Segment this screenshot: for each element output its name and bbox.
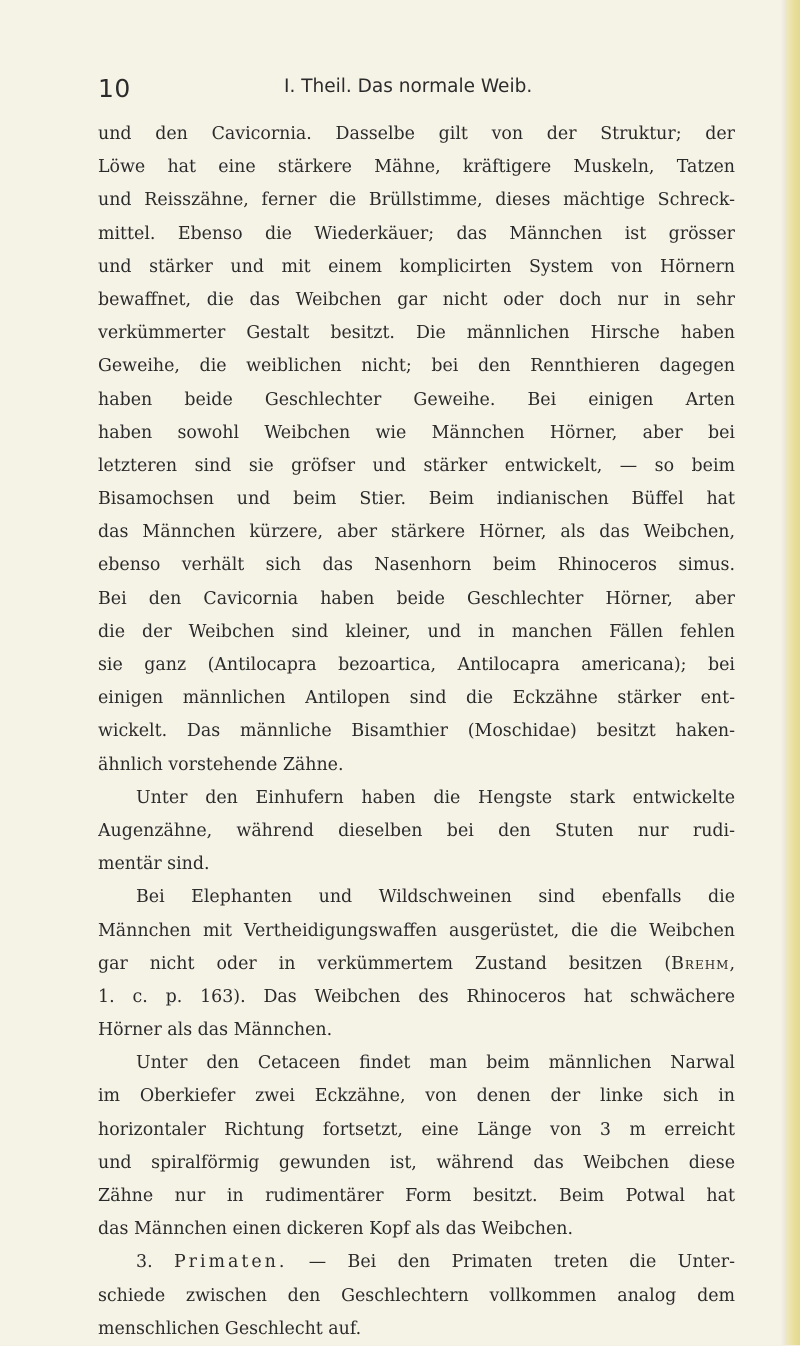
author-name: Brehm: [671, 953, 730, 974]
text-line: einigen männlichen Antilopen sind die Eckzähne stärker ent-: [98, 688, 735, 709]
text-line: Hörner als das Männchen.: [98, 1020, 333, 1041]
text-segment: gar nicht oder in verkümmertem Zustand besitzen (: [98, 953, 672, 974]
text-line: das Männchen einen dickeren Kopf als das Weibchen.: [98, 1219, 573, 1240]
section-heading: Primaten.: [173, 1252, 288, 1273]
text-line: horizontaler Richtung fortsetzt, eine Länge von 3 m erreicht: [98, 1119, 735, 1140]
body-text: [98, 118, 735, 1346]
text-line: mittel. Ebenso die Wiederkäuer; das Männchen ist grösser: [98, 223, 735, 244]
section-number: 3.: [136, 1252, 174, 1273]
text-line: letzteren sind sie gröfser und stärker entwickelt, — so beim: [98, 455, 735, 476]
text-line: im Oberkiefer zwei Eckzähne, von denen der linke sich in: [98, 1086, 735, 1107]
text-line: Löwe hat eine stärkere Mähne, kräftigere Muskeln, Tatzen: [98, 157, 735, 178]
text-line: sie ganz (Antilocapra bezoartica, Antilocapra americana); bei: [98, 655, 735, 675]
text-line: bewaffnet, die das Weibchen gar nicht oder doch nur in sehr: [98, 289, 735, 310]
text-line: Unter den Einhufern haben die Hengste stark entwickelte: [136, 787, 735, 808]
text-line: Bei den Cavicornia haben beide Geschlechter Hörner, aber: [98, 588, 735, 609]
text-line: 1. c. p. 163). Das Weibchen des Rhinoceros hat schwächere: [98, 986, 735, 1007]
text-segment: — Bei den Primaten treten die Unter-: [287, 1252, 735, 1273]
text-line: Geweihe, die weiblichen nicht; bei den Rennthieren dagegen: [98, 356, 735, 377]
text-line: [98, 1246, 735, 1279]
text-line: menschlichen Geschlecht auf.: [98, 1318, 362, 1339]
page-number: 10: [98, 74, 131, 103]
text-line: schiede zwischen den Geschlechtern vollkommen analog dem: [98, 1285, 735, 1306]
text-line: haben beide Geschlechter Geweihe. Bei einigen Arten: [98, 389, 735, 410]
text-line: haben sowohl Weibchen wie Männchen Hörner, aber bei: [98, 422, 735, 443]
text-line: und Reisszähne, ferner die Brüllstimme, dieses mächtige Schreck-: [98, 190, 735, 211]
text-line: Zähne nur in rudimentärer Form besitzt. Beim Potwal hat: [98, 1186, 735, 1206]
text-line: ebenso verhält sich das Nasenhorn beim Rhinoceros simus.: [98, 555, 735, 576]
text-line: Bisamochsen und beim Stier. Beim indianischen Büffel hat: [98, 489, 735, 510]
text-line: Männchen mit Vertheidigungswaffen ausgerüstet, die die Weibchen: [98, 920, 735, 941]
text-line: verkümmerter Gestalt besitzt. Die männlichen Hirsche haben: [98, 323, 735, 344]
text-line: und den Cavicornia. Dasselbe gilt von der Struktur; der: [98, 124, 735, 144]
text-line: mentär sind.: [98, 854, 210, 875]
running-title: I. Theil. Das normale Weib.: [284, 76, 533, 97]
text-line: [98, 948, 735, 981]
text-line: das Männchen kürzere, aber stärkere Hörner, als das Weibchen,: [98, 522, 735, 543]
text-line: wickelt. Das männliche Bisamthier (Moschidae) besitzt haken-: [98, 721, 735, 742]
text-line: ähnlich vorstehende Zähne.: [98, 754, 344, 775]
text-line: und stärker und mit einem komplicirten System von Hörnern: [98, 256, 735, 277]
text-line: und spiralförmig gewunden ist, während das Weibchen diese: [98, 1152, 735, 1173]
running-head: [98, 72, 738, 106]
text-line: Bei Elephanten und Wildschweinen sind ebenfalls die: [136, 887, 735, 908]
text-line: Unter den Cetaceen findet man beim männlichen Narwal: [136, 1053, 735, 1074]
text-segment: ,: [729, 953, 735, 974]
page-edge: [786, 0, 800, 1345]
text-line: Augenzähne, während dieselben bei den Stuten nur rudi-: [98, 820, 735, 841]
text-line: die der Weibchen sind kleiner, und in manchen Fällen fehlen: [98, 621, 735, 642]
